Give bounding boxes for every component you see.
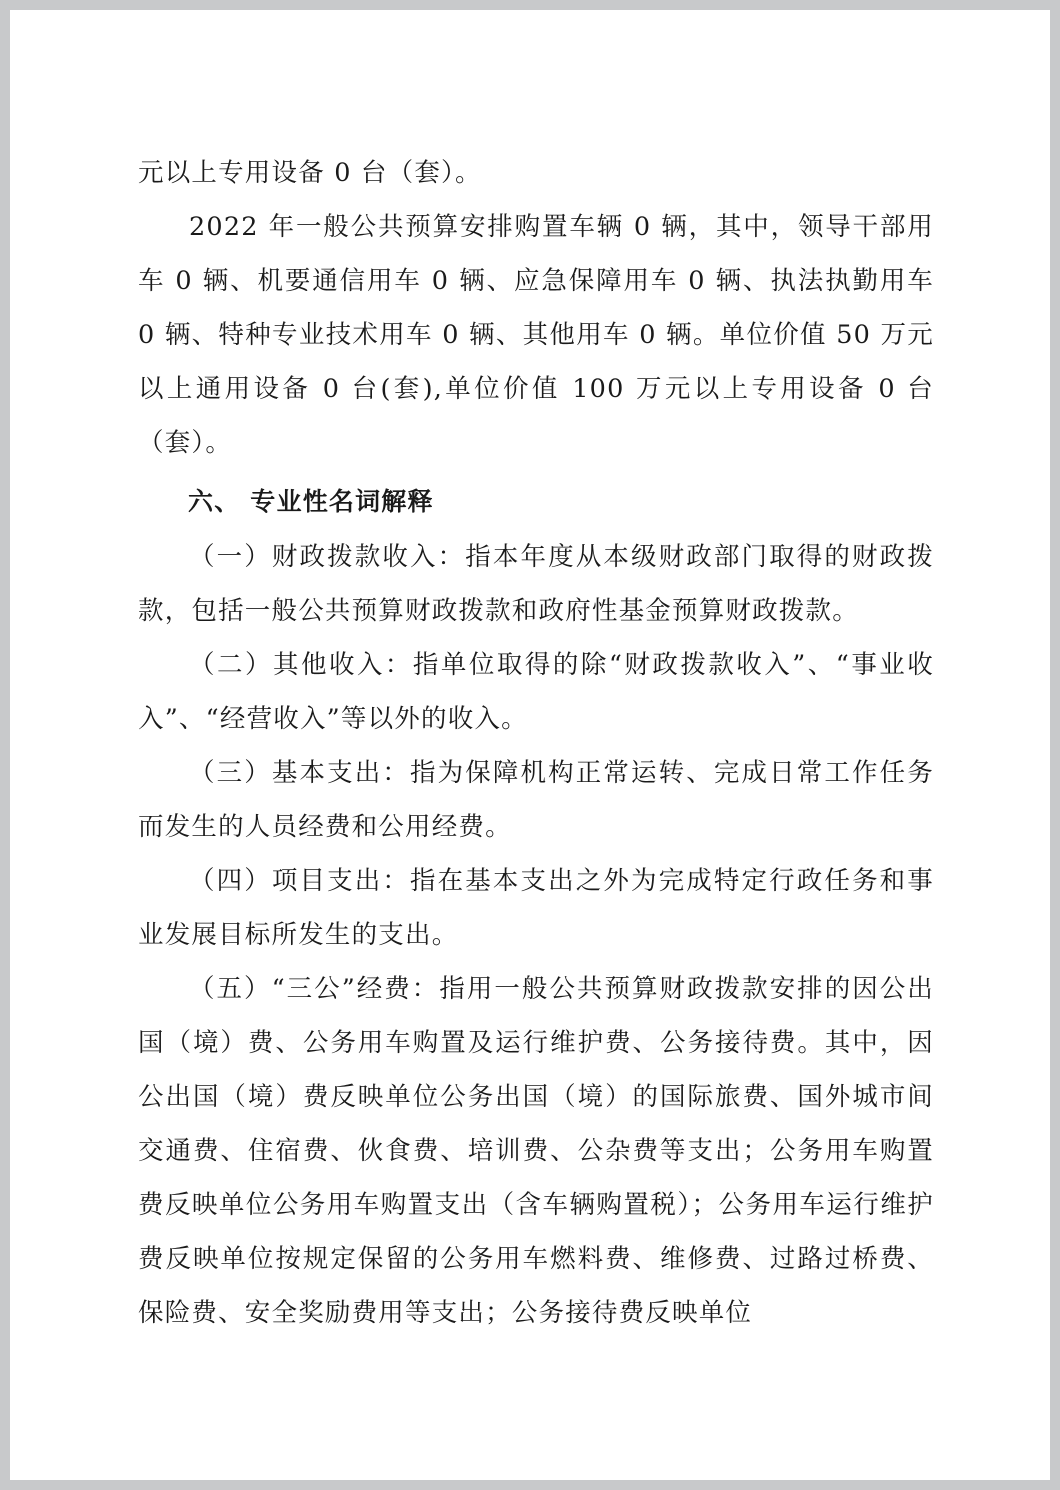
- vehicle-purchase-paragraph: 2022 年一般公共预算安排购置车辆 0 辆，其中，领导干部用车 0 辆、机要通信用车 0 辆、应急保障用车 0 辆、执法执勤用车 0 辆、特种专业技术用车 0 辆、其他用车 0 辆。单位价值 50 万元以上通用设备 0 台(套),单位价值 100 万元以上专用设备 0 台（套）。: [138, 212, 934, 458]
- continuation-paragraph: 元以上专用设备 0 台（套）。: [138, 158, 482, 188]
- definition-project-expenditure: （四）项目支出：指在基本支出之外为完成特定行政任务和事业发展目标所发生的支出。: [138, 866, 934, 950]
- document-page: [10, 10, 1050, 1480]
- definition-fiscal-allocation-income: （一）财政拨款收入：指本年度从本级财政部门取得的财政拨款，包括一般公共预算财政拨款和政府性基金预算财政拨款。: [138, 542, 934, 626]
- definition-three-public-expenses: （五）“三公”经费：指用一般公共预算财政拨款安排的因公出国（境）费、公务用车购置及运行维护费、公务接待费。其中，因公出国（境）费反映单位公务出国（境）的国际旅费、国外城市间交通费、住宿费、伙食费、培训费、公杂费等支出；公务用车购置费反映单位公务用车购置支出（含车辆购置税）；公务用车运行维护费反映单位按规定保留的公务用车燃料费、维修费、过路过桥费、保险费、安全奖励费用等支出；公务接待费反映单位: [138, 974, 934, 1328]
- section-heading: 六、 专业性名词解释: [188, 487, 434, 516]
- definition-other-income: （二）其他收入：指单位取得的除“财政拨款收入”、“事业收入”、“经营收入”等以外的收入。: [138, 650, 934, 734]
- document-body: [138, 146, 934, 1340]
- definition-basic-expenditure: （三）基本支出：指为保障机构正常运转、完成日常工作任务而发生的人员经费和公用经费。: [138, 758, 934, 842]
